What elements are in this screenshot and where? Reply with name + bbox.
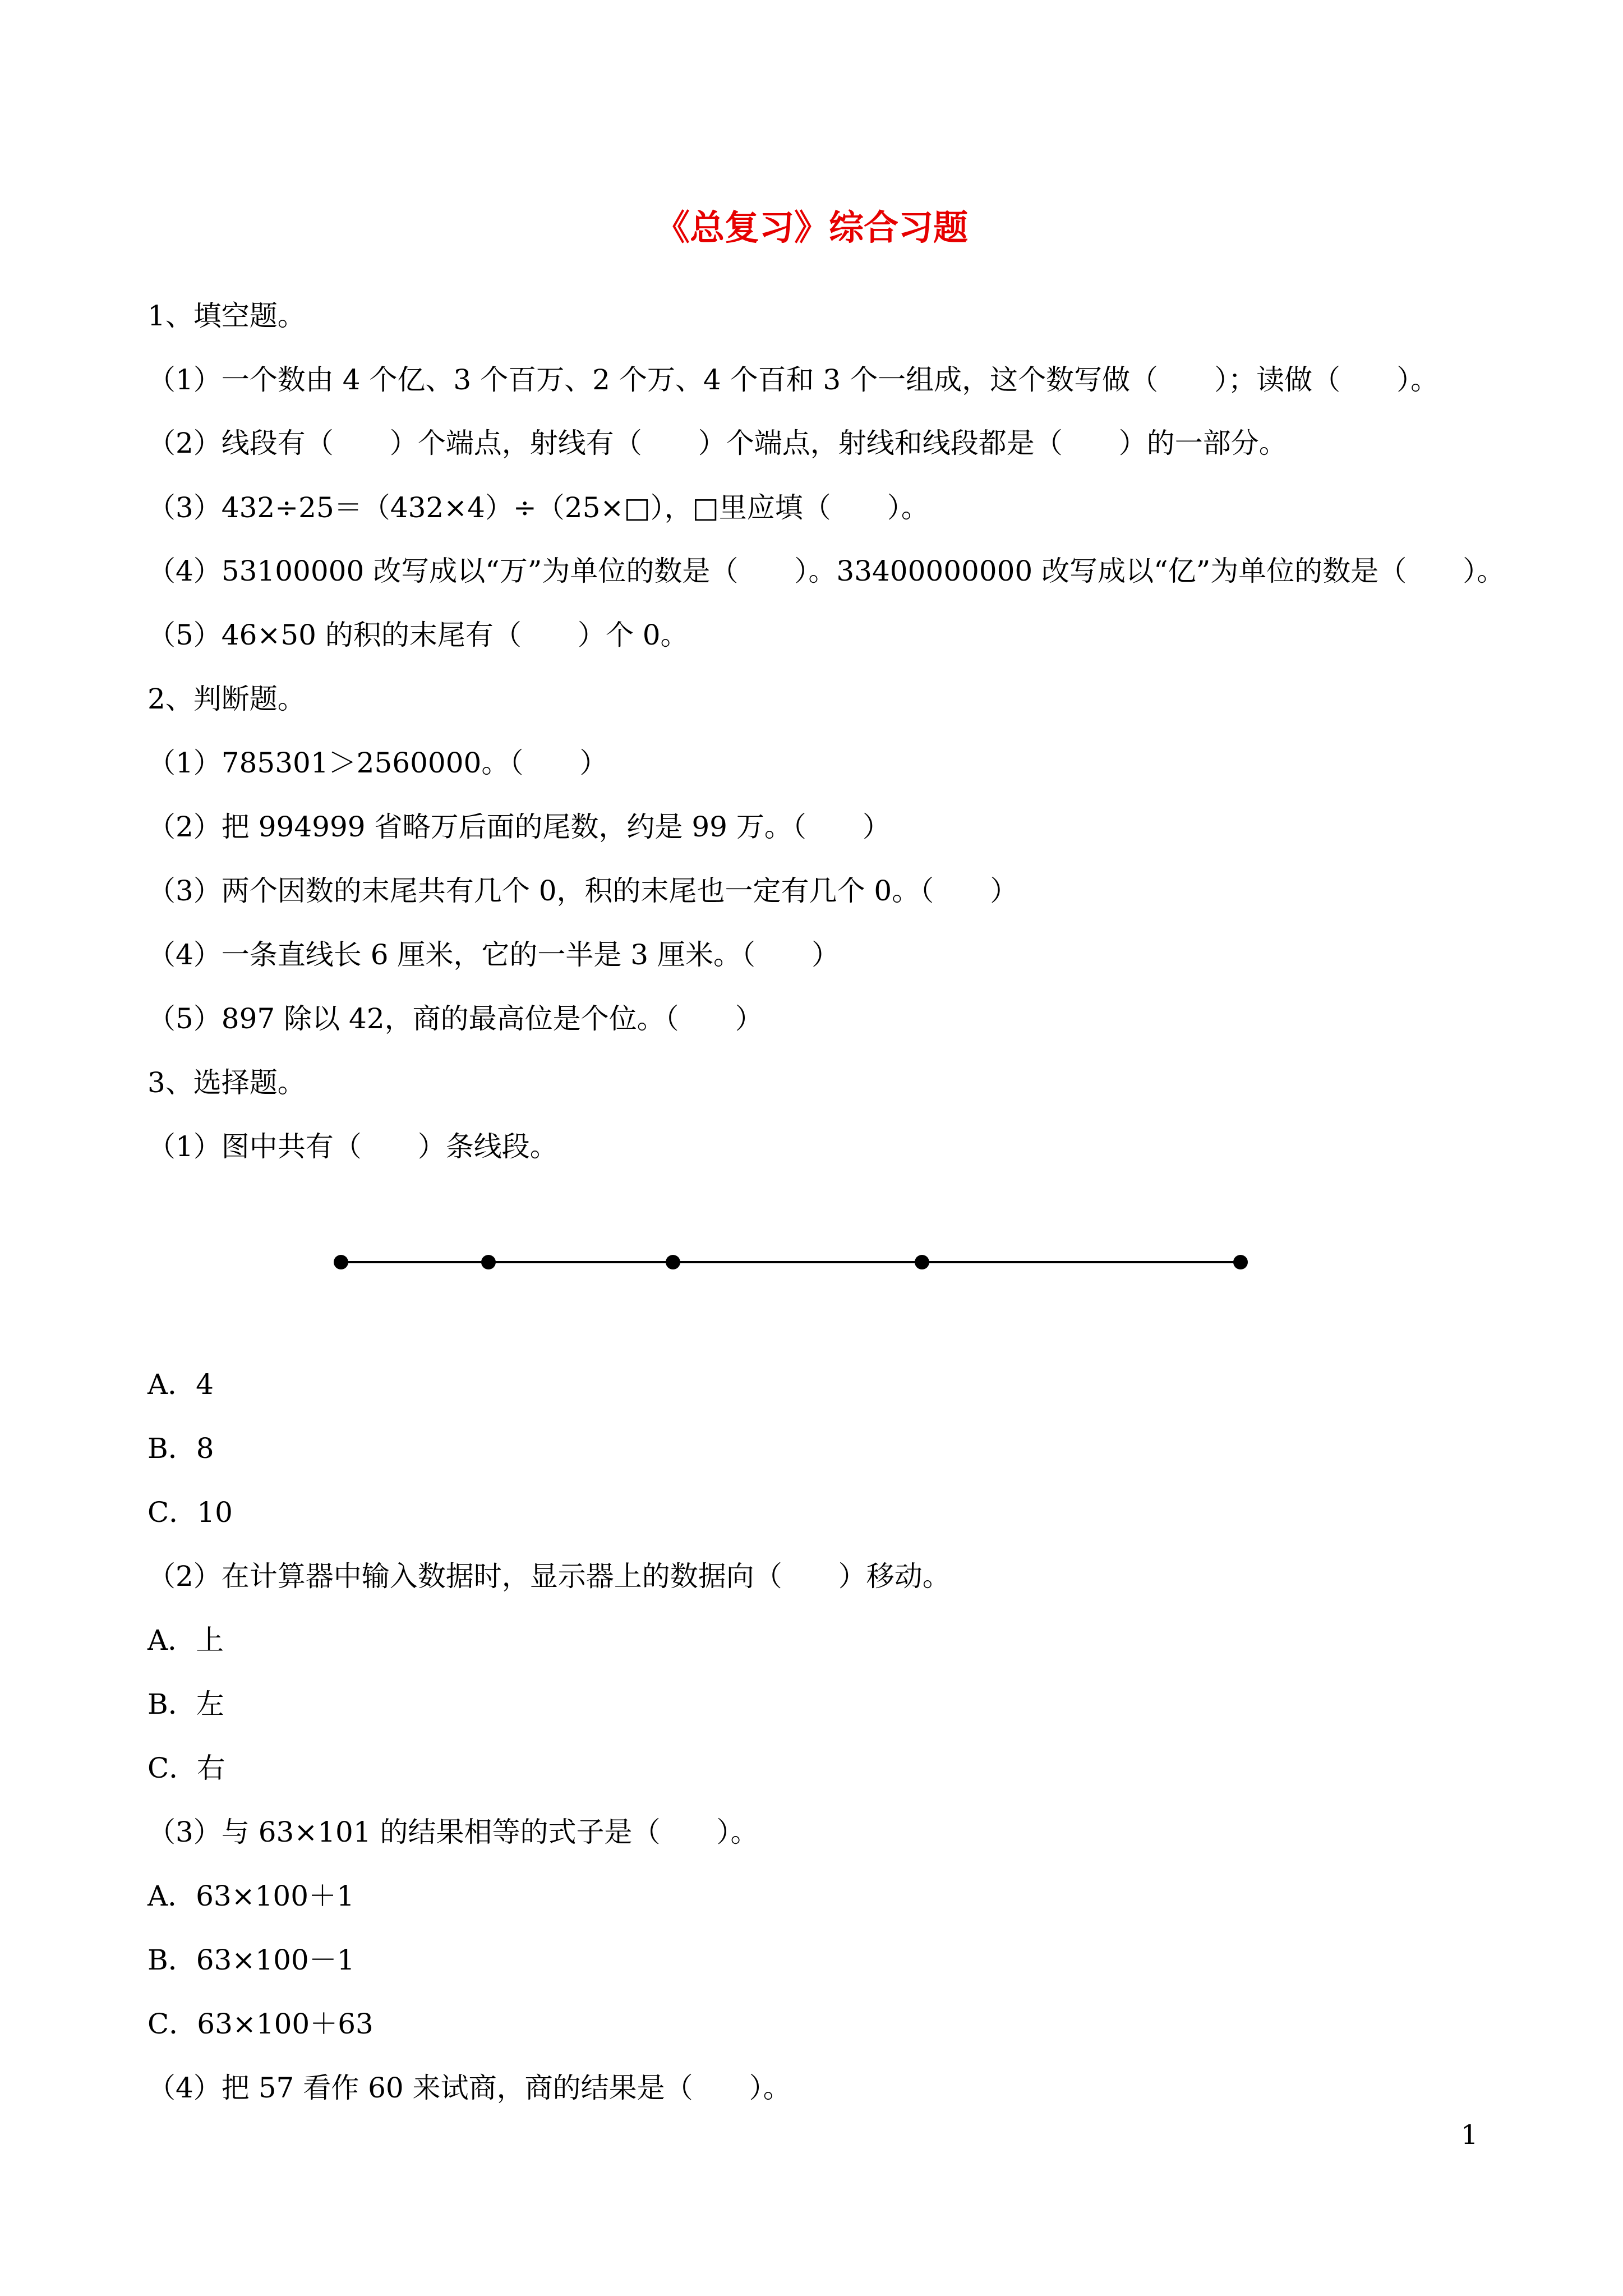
question-3-3: （3）与 63×101 的结果相等的式子是（ ）。 <box>147 1816 759 1848</box>
segment-point <box>481 1255 496 1269</box>
option-3-2-a: A．上 <box>147 1624 224 1657</box>
section-heading-multiple-choice: 3、选择题。 <box>147 1066 306 1099</box>
question-2-2: （2）把 994999 省略万后面的尾数，约是 99 万。（ ） <box>147 811 891 843</box>
segment-point <box>1233 1255 1248 1269</box>
question-1-1: （1）一个数由 4 个亿、3 个百万、2 个万、4 个百和 3 个一组成，这个数写做（ ）；读做（ ）。 <box>147 364 1439 396</box>
question-2-4: （4）一条直线长 6 厘米，它的一半是 3 厘米。（ ） <box>147 938 840 971</box>
segment-point <box>915 1255 929 1269</box>
segment-point <box>666 1255 680 1269</box>
question-3-4: （4）把 57 看作 60 来试商，商的结果是（ ）。 <box>147 2072 791 2104</box>
question-2-5: （5）897 除以 42，商的最高位是个位。（ ） <box>147 1002 763 1035</box>
question-3-1: （1）图中共有（ ）条线段。 <box>147 1130 558 1163</box>
option-3-2-b: B．左 <box>147 1688 224 1720</box>
section-heading-fill-blank: 1、填空题。 <box>147 300 306 332</box>
option-3-3-b: B．63×100－1 <box>147 1944 355 1976</box>
option-3-2-c: C．右 <box>147 1752 225 1784</box>
question-1-3: （3）432÷25＝（432×4）÷（25×□），□里应填（ ）。 <box>147 491 929 524</box>
question-3-2: （2）在计算器中输入数据时，显示器上的数据向（ ）移动。 <box>147 1560 951 1593</box>
option-3-1-c: C．10 <box>147 1496 233 1529</box>
page-number: 1 <box>1461 2119 1478 2151</box>
page-title: 《总复习》综合习题 <box>654 207 968 248</box>
section-heading-true-false: 2、判断题。 <box>147 683 306 715</box>
question-2-1: （1）785301＞2560000。（ ） <box>147 747 608 779</box>
question-1-2: （2）线段有（ ）个端点，射线有（ ）个端点，射线和线段都是（ ）的一部分。 <box>147 427 1287 459</box>
option-3-3-c: C．63×100＋63 <box>147 2008 374 2040</box>
option-3-1-b: B．8 <box>147 1432 214 1465</box>
question-1-5: （5）46×50 的积的末尾有（ ）个 0。 <box>147 619 689 651</box>
option-3-1-a: A．4 <box>147 1368 214 1401</box>
option-3-3-a: A．63×100＋1 <box>147 1880 354 1912</box>
line-segment-figure <box>325 1234 1256 1290</box>
question-1-4: （4）53100000 改写成以“万”为单位的数是（ ）。33400000000 改写成以“亿”为单位的数是（ ）。 <box>147 555 1505 587</box>
segment-point <box>334 1255 348 1269</box>
question-2-3: （3）两个因数的末尾共有几个 0，积的末尾也一定有几个 0。（ ） <box>147 875 1018 907</box>
